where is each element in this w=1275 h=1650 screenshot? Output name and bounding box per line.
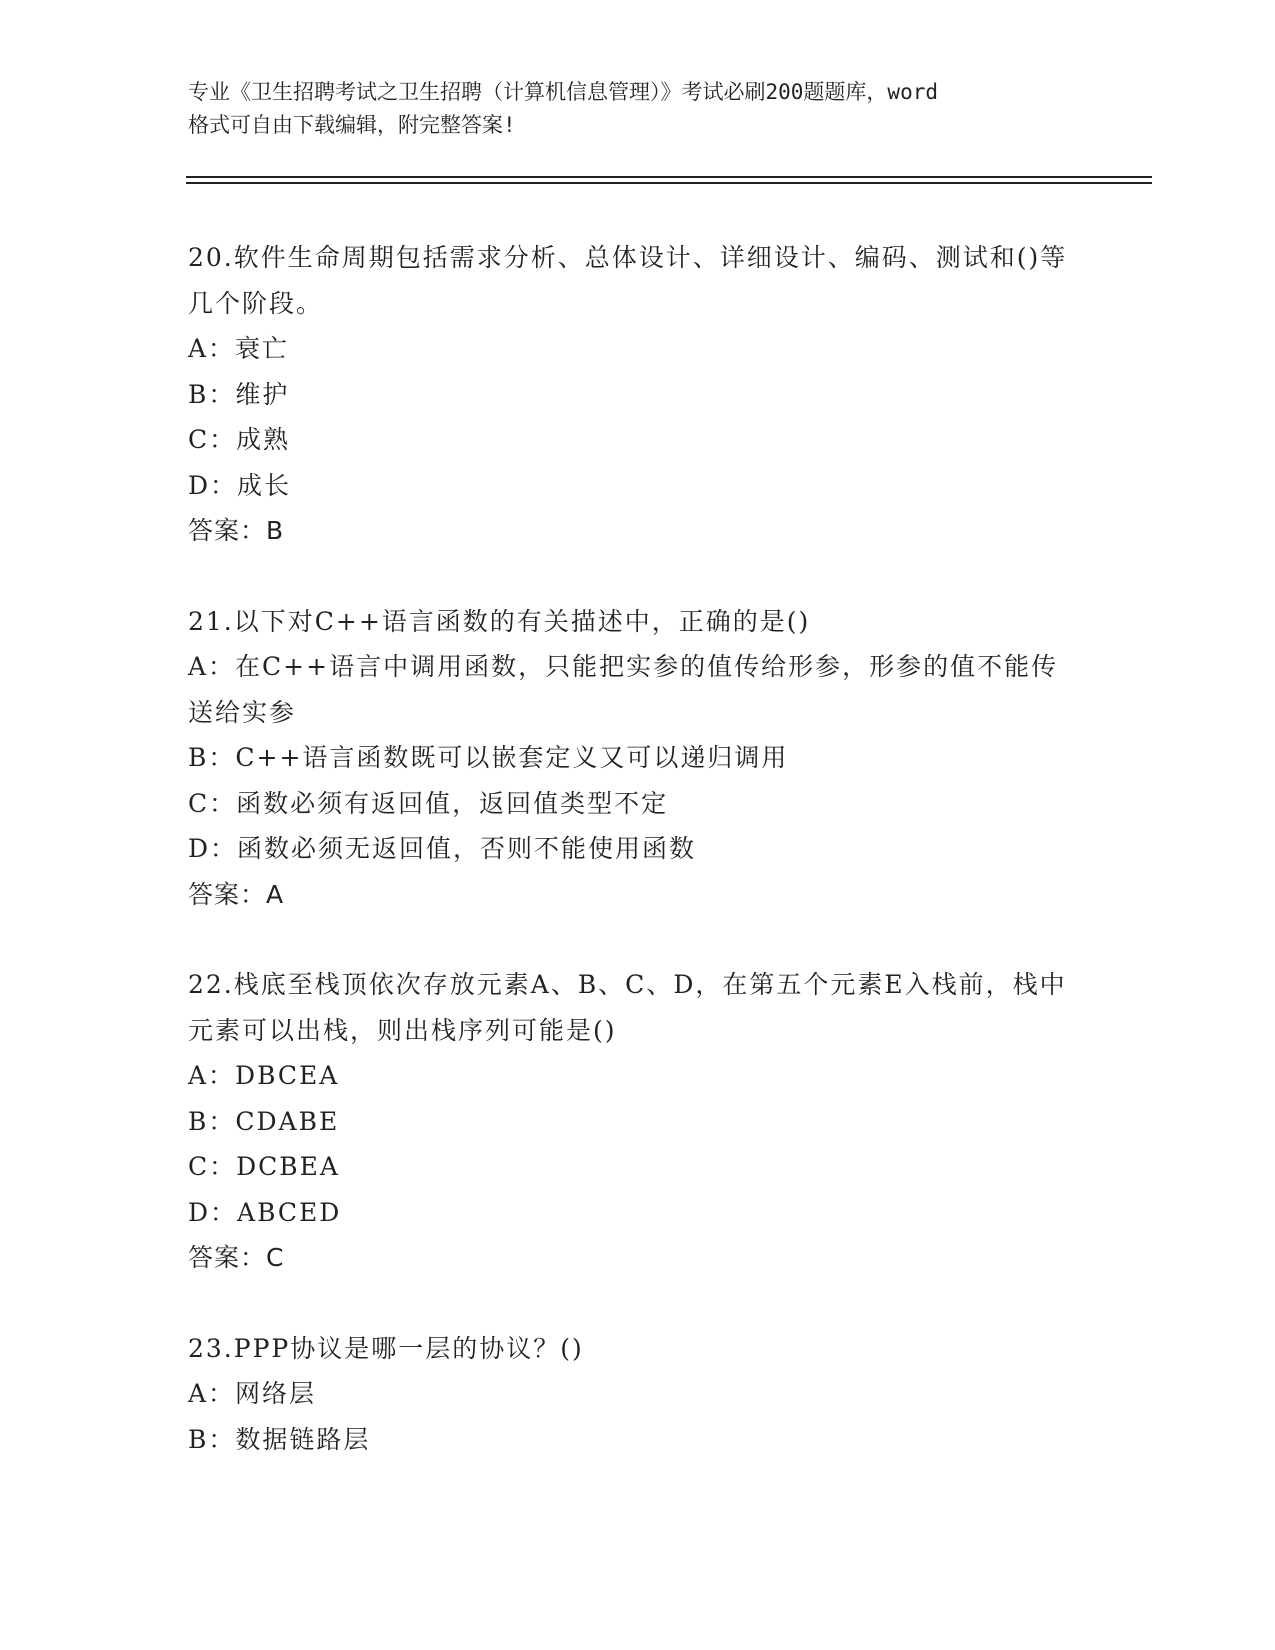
question-21 (188, 599, 1088, 918)
question-stem: 21.以下对C++语言函数的有关描述中，正确的是() (188, 606, 811, 636)
header-divider-top (186, 176, 1152, 178)
question-stem: 22.栈底至栈顶依次存放元素A、B、C、D，在第五个元素E入栈前，栈中元素可以出栈，则出栈序列可能是() (188, 970, 1067, 1045)
option-b: B：维护 (188, 379, 290, 409)
question-20 (188, 235, 1088, 554)
option-b: B：数据链路层 (188, 1424, 371, 1454)
option-a: A：在C++语言中调用函数，只能把实参的值传给形参，形参的值不能传送给实参 (188, 652, 1059, 727)
option-a: A：DBCEA (188, 1061, 340, 1090)
option-a: A：网络层 (188, 1379, 317, 1408)
header-line-1: 专业《卫生招聘考试之卫生招聘（计算机信息管理）》考试必刷200题题库，word (188, 80, 938, 104)
option-d: D：ABCED (188, 1197, 342, 1227)
question-list (188, 235, 1088, 1507)
answer-label: 答案：A (188, 879, 285, 909)
option-a: A：衰亡 (188, 334, 290, 363)
question-22 (188, 962, 1088, 1281)
answer-label: 答案：B (188, 516, 285, 545)
option-b: B：C++语言函数既可以嵌套定义又可以递归调用 (188, 743, 789, 772)
option-c: C：函数必须有返回值，返回值类型不定 (188, 788, 669, 818)
header-divider-bottom (186, 182, 1152, 184)
header-line-2: 格式可自由下载编辑，附完整答案! (188, 113, 516, 137)
question-stem: 20.软件生命周期包括需求分析、总体设计、详细设计、编码、测试和()等几个阶段。 (188, 243, 1068, 318)
option-b: B：CDABE (188, 1106, 340, 1136)
answer-label: 答案：C (188, 1243, 285, 1272)
option-d: D：成长 (188, 470, 292, 500)
question-23 (188, 1326, 1088, 1463)
question-stem: 23.PPP协议是哪一层的协议？() (188, 1333, 584, 1363)
document-header (188, 76, 1088, 142)
option-d: D：函数必须无返回值，否则不能使用函数 (188, 834, 697, 863)
option-c: C：DCBEA (188, 1152, 340, 1181)
option-c: C：成熟 (188, 425, 291, 454)
